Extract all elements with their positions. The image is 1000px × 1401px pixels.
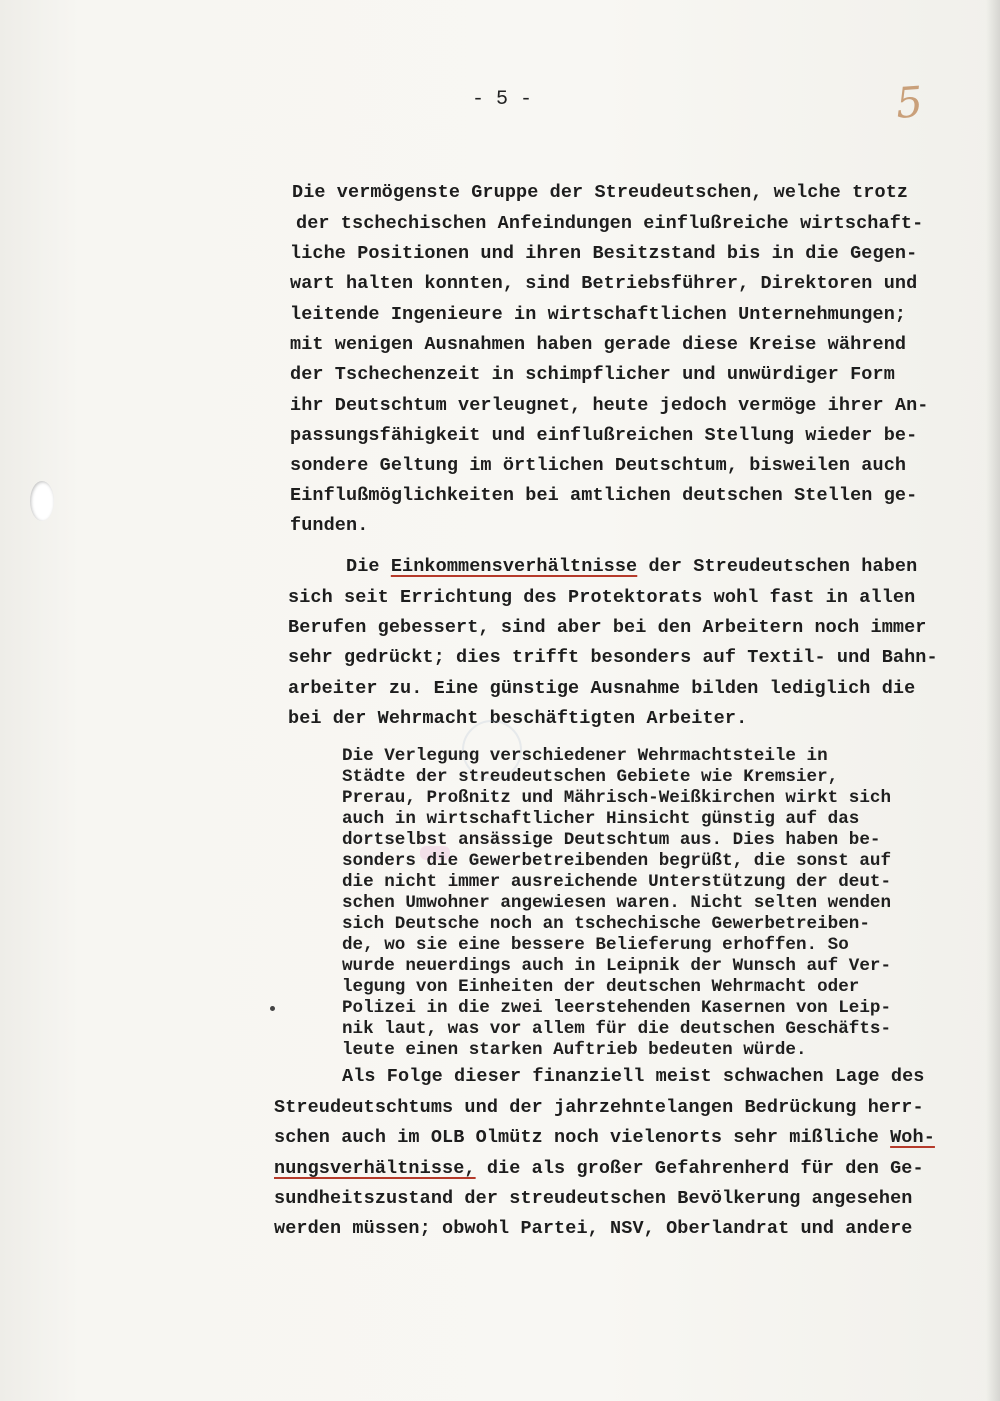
paragraph1-line: sondere Geltung im örtlichen Deutschtum, bisweilen auch [290, 455, 907, 476]
quote-line: leute einen starken Auftrieb bedeuten würde. [342, 1040, 807, 1060]
paragraph3-line: Streudeutschtums und der jahrzehntelangen Bedrückung herr- [274, 1097, 924, 1118]
quote-line: Polizei in die zwei leerstehenden Kasernen von Leip- [342, 998, 892, 1018]
paragraph1-line: mit wenigen Ausnahmen haben gerade diese Kreise während [290, 334, 907, 355]
paragraph1-line: wart halten konnten, sind Betriebsführer, Direktoren und [290, 273, 918, 294]
paragraph1-line: funden. [290, 515, 369, 536]
paragraph3-line [274, 1158, 924, 1179]
paragraph2-line: arbeiter zu. Eine günstige Ausnahme bilden lediglich die [288, 678, 916, 699]
underlined-term-housing-end: nungsverhältnisse, [274, 1158, 476, 1179]
paragraph1-line: der tschechischen Anfeindungen einflußreiche wirtschaft- [296, 213, 924, 234]
handwritten-page-mark: 5 [894, 77, 925, 128]
quote-line: sich Deutsche noch an tschechische Gewerbetreiben- [342, 914, 870, 934]
paragraph3-line [274, 1127, 935, 1148]
paragraph2-suffix: der Streudeutschen haben [637, 556, 918, 577]
paragraph3-line4-text: die als großer Gefahrenherd für den Ge- [475, 1158, 924, 1179]
paragraph2-line: sehr gedrückt; dies trifft besonders auf Textil- und Bahn- [288, 647, 938, 668]
stray-ink-dot [270, 1006, 275, 1011]
quote-line: sonders die Gewerbetreibenden begrüßt, die sonst auf [342, 851, 892, 871]
paragraph3-line3-text: schen auch im OLB Olmütz noch vielenorts sehr mißliche [274, 1127, 891, 1148]
paragraph1-line: Einflußmöglichkeiten bei amtlichen deutschen Stellen ge- [290, 485, 918, 506]
paragraph1-line: passungsfähigkeit und einflußreichen Stellung wieder be- [290, 425, 918, 446]
paragraph3-line: Als Folge dieser finanziell meist schwachen Lage des [342, 1066, 925, 1087]
paragraph1-line: liche Positionen und ihren Besitzstand bis in die Gegen- [290, 243, 918, 264]
underlined-term-income: Einkommensverhältnisse [390, 556, 638, 577]
paragraph1-line: der Tschechenzeit in schimpflicher und unwürdiger Form [290, 364, 895, 385]
quote-line: legung von Einheiten der deutschen Wehrmacht oder [342, 977, 860, 997]
quote-line: nik laut, was vor allem für die deutschen Geschäfts- [342, 1019, 892, 1039]
quote-line: Städte der streudeutschen Gebiete wie Kremsier, [342, 767, 839, 787]
quote-line: de, wo sie eine bessere Belieferung erhoffen. So [342, 935, 849, 955]
paragraph2-line: sich seit Errichtung des Protektorats wohl fast in allen [288, 587, 916, 608]
paragraph2-first-line [346, 556, 917, 577]
quote-line: schen Umwohner angewiesen waren. Nicht selten wenden [342, 893, 892, 913]
quote-line: Prerau, Proßnitz und Mährisch-Weißkirchen wirkt sich [342, 788, 892, 808]
quote-line: dortselbst ansässige Deutschtum aus. Dies haben be- [342, 830, 881, 850]
quote-line: auch in wirtschaftlicher Hinsicht günstig auf das [342, 809, 860, 829]
punch-hole-upper [30, 481, 54, 521]
paragraph1-line: leitende Ingenieure in wirtschaftlichen Unternehmungen; [290, 304, 907, 325]
paragraph2-prefix: Die [346, 556, 391, 577]
page-edge-shadow [986, 0, 1000, 1401]
paragraph3-line: werden müssen; obwohl Partei, NSV, Oberlandrat und andere [274, 1218, 913, 1239]
quote-line: die nicht immer ausreichende Unterstützung der deut- [342, 872, 892, 892]
paragraph2-line: Berufen gebessert, sind aber bei den Arbeitern noch immer [288, 617, 927, 638]
page-number: - 5 - [471, 88, 532, 111]
paragraph1-line: Die vermögenste Gruppe der Streudeutschen, welche trotz [292, 182, 909, 203]
underlined-term-housing-start: Woh- [890, 1127, 935, 1148]
paragraph3-line: sundheitszustand der streudeutschen Bevölkerung angesehen [274, 1188, 913, 1209]
paragraph2-line: bei der Wehrmacht beschäftigten Arbeiter. [288, 708, 748, 729]
paragraph1-line: ihr Deutschtum verleugnet, heute jedoch vermöge ihrer An- [290, 395, 929, 416]
quote-line: Die Verlegung verschiedener Wehrmachtsteile in [342, 746, 828, 766]
quote-line: wurde neuerdings auch in Leipnik der Wunsch auf Ver- [342, 956, 892, 976]
